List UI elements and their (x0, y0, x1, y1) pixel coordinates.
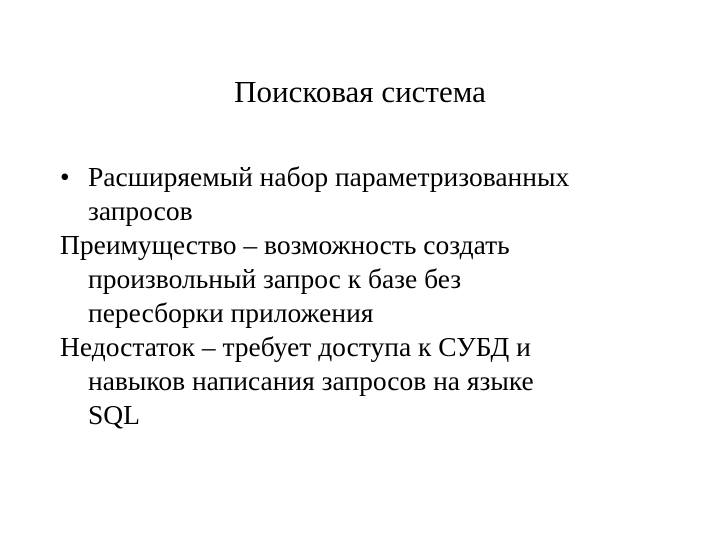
list-item (60, 228, 680, 330)
list-item (60, 330, 680, 432)
list-item-text: навыков написания запросов на языке (88, 365, 534, 396)
list-item (60, 160, 680, 228)
slide-body (60, 160, 680, 432)
slide-title: Поисковая система (234, 74, 486, 109)
list-item-text: запросов (88, 195, 193, 226)
list-item-text: пересборки приложения (88, 297, 374, 328)
list-item-text: Расширяемый набор параметризованных (88, 161, 570, 192)
bullet-icon: • (60, 161, 70, 192)
list-item-text: Преимущество – возможность создать (60, 229, 510, 260)
list-item-text: произвольный запрос к базе без (88, 263, 462, 294)
list-item-text: SQL (88, 399, 140, 430)
list-item-text: Недостаток – требует доступа к СУБД и (60, 331, 531, 362)
